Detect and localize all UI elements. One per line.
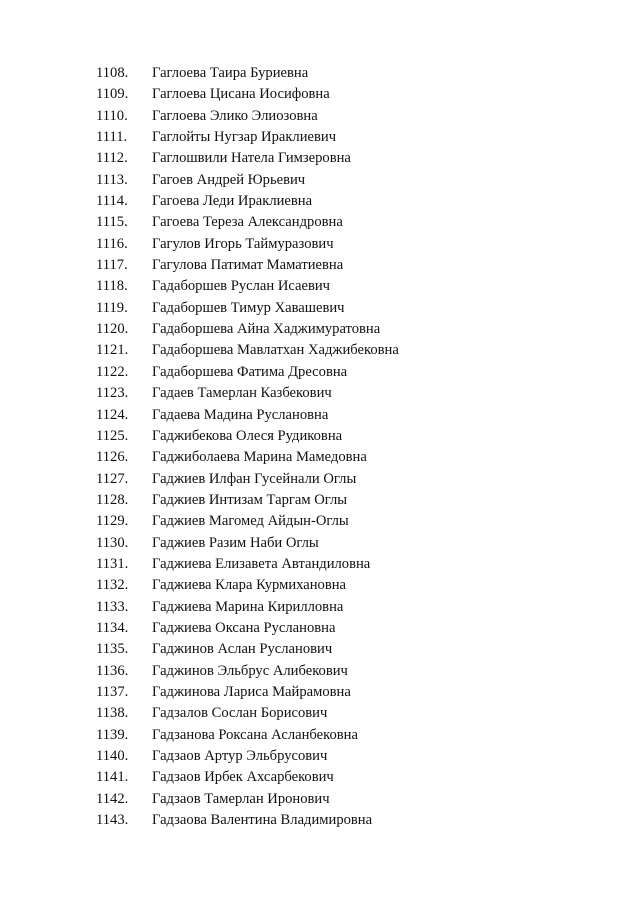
entry-number: 1110. <box>96 107 128 124</box>
entry-number: 1120. <box>96 321 129 338</box>
entry-number: 1122. <box>96 363 129 380</box>
list-item <box>96 810 616 831</box>
entry-name: Гадзаова Валентина Владимировна <box>152 812 373 829</box>
entry-number: 1137. <box>96 683 129 700</box>
list-item <box>96 212 616 233</box>
entry-name: Гадзалов Сослан Борисович <box>152 705 328 722</box>
entry-name: Гаджиев Магомед Айдын-Оглы <box>152 513 349 530</box>
entry-name: Гадзаов Артур Эльбрусович <box>152 748 328 764</box>
list-item <box>96 63 616 84</box>
list-item <box>96 362 616 383</box>
entry-number: 1141. <box>96 769 129 786</box>
entry-name: Гагулов Игорь Таймуразович <box>152 235 334 252</box>
list-item <box>96 682 616 703</box>
entry-name: Гаджиев Илфан Гусейнали Оглы <box>152 470 357 487</box>
list-item <box>96 490 616 511</box>
entry-number: 1113. <box>96 171 128 188</box>
entry-number: 1134. <box>96 619 129 636</box>
entry-number: 1131. <box>96 555 129 572</box>
list-item <box>96 767 616 788</box>
entry-number: 1109. <box>96 86 129 103</box>
list-item <box>96 255 616 276</box>
list-item <box>96 106 616 127</box>
entry-number: 1126. <box>96 449 129 466</box>
entry-name: Гаджиева Клара Курмихановна <box>152 577 347 594</box>
list-item <box>96 447 616 468</box>
entry-number: 1135. <box>96 641 129 658</box>
list-item <box>96 533 616 554</box>
entry-name: Гадзанова Роксана Асланбековна <box>152 726 358 743</box>
list-item <box>96 554 616 575</box>
entry-name: Гадзаов Ирбек Ахсарбекович <box>152 769 334 786</box>
list-item <box>96 340 616 361</box>
entry-name: Гадаборшева Айна Хаджимуратовна <box>152 321 381 338</box>
entry-number: 1136. <box>96 662 129 679</box>
entry-name: Гагоев Андрей Юрьевич <box>152 171 306 188</box>
entry-number: 1114. <box>96 193 128 210</box>
entry-number: 1121. <box>96 342 129 359</box>
list-item <box>96 639 616 660</box>
list-item <box>96 405 616 426</box>
list-item <box>96 276 616 297</box>
entry-name: Гадаева Мадина Руслановна <box>152 406 329 423</box>
entry-name: Гаглойты Нугзар Ираклиевич <box>152 129 337 146</box>
list-item <box>96 789 616 810</box>
entry-name: Гаглоева Цисана Иосифовна <box>152 86 330 103</box>
entry-number: 1125. <box>96 427 129 444</box>
list-item <box>96 725 616 746</box>
entry-number: 1127. <box>96 470 129 487</box>
list-item <box>96 298 616 319</box>
list-item <box>96 575 616 596</box>
list-item <box>96 170 616 191</box>
list-item <box>96 191 616 212</box>
entry-name: Гагоева Тереза Александровна <box>152 214 343 231</box>
entry-number: 1130. <box>96 534 129 551</box>
list-item <box>96 703 616 724</box>
entry-name: Гадзаов Тамерлан Иронович <box>152 790 330 807</box>
list-item <box>96 746 616 767</box>
entry-number: 1128. <box>96 491 129 508</box>
entry-number: 1140. <box>96 748 129 764</box>
entry-name: Гадаев Тамерлан Казбекович <box>152 385 332 402</box>
entry-name: Гаглошвили Натела Гимзеровна <box>152 150 351 167</box>
list-item <box>96 469 616 490</box>
entry-name: Гаджиева Елизавета Автандиловна <box>152 555 371 572</box>
list-item <box>96 426 616 447</box>
entry-number: 1143. <box>96 812 129 829</box>
entry-number: 1115. <box>96 214 128 231</box>
list-item <box>96 383 616 404</box>
entry-number: 1112. <box>96 150 128 167</box>
list-item <box>96 511 616 532</box>
entry-name: Гагулова Патимат Маматиевна <box>152 257 344 274</box>
list-item <box>96 84 616 105</box>
entry-number: 1117. <box>96 257 128 274</box>
entry-name: Гадаборшев Тимур Хавашевич <box>152 299 345 316</box>
entry-name: Гаджинов Эльбрус Алибекович <box>152 662 348 679</box>
list-item <box>96 148 616 169</box>
entry-number: 1139. <box>96 726 129 743</box>
list-item <box>96 319 616 340</box>
entry-number: 1118. <box>96 278 128 295</box>
entry-number: 1108. <box>96 65 129 81</box>
entry-name: Гаджиев Интизам Таргам Оглы <box>152 491 348 508</box>
entry-name: Гадаборшев Руслан Исаевич <box>152 278 331 295</box>
entry-name: Гаджиев Разим Наби Оглы <box>152 534 319 551</box>
entry-name: Гадаборшева Мавлатхан Хаджибековна <box>152 342 399 359</box>
entry-number: 1116. <box>96 235 128 252</box>
entry-name: Гаглоева Элико Элиозовна <box>152 107 318 124</box>
entry-name: Гагоева Леди Ираклиевна <box>152 193 313 210</box>
name-list <box>96 63 616 831</box>
entry-number: 1123. <box>96 385 129 402</box>
entry-name: Гаджиева Марина Кирилловна <box>152 598 344 615</box>
entry-name: Гаджиева Оксана Руслановна <box>152 619 336 636</box>
entry-name: Гадаборшева Фатима Дресовна <box>152 363 348 380</box>
list-item <box>96 618 616 639</box>
list-item <box>96 127 616 148</box>
entry-name: Гаджинов Аслан Русланович <box>152 641 333 658</box>
entry-name: Гаджиболаева Марина Мамедовна <box>152 449 367 466</box>
entry-name: Гаджинова Лариса Майрамовна <box>152 683 351 700</box>
entry-number: 1133. <box>96 598 129 615</box>
entry-number: 1111. <box>96 129 128 146</box>
entry-number: 1119. <box>96 299 128 316</box>
entry-number: 1132. <box>96 577 129 594</box>
list-item <box>96 661 616 682</box>
entry-number: 1124. <box>96 406 129 423</box>
entry-name: Гаглоева Таира Буриевна <box>152 65 309 81</box>
entry-number: 1138. <box>96 705 129 722</box>
entry-number: 1129. <box>96 513 129 530</box>
entry-number: 1142. <box>96 790 129 807</box>
list-item <box>96 234 616 255</box>
entry-name: Гаджибекова Олеся Рудиковна <box>152 427 343 444</box>
list-item <box>96 597 616 618</box>
